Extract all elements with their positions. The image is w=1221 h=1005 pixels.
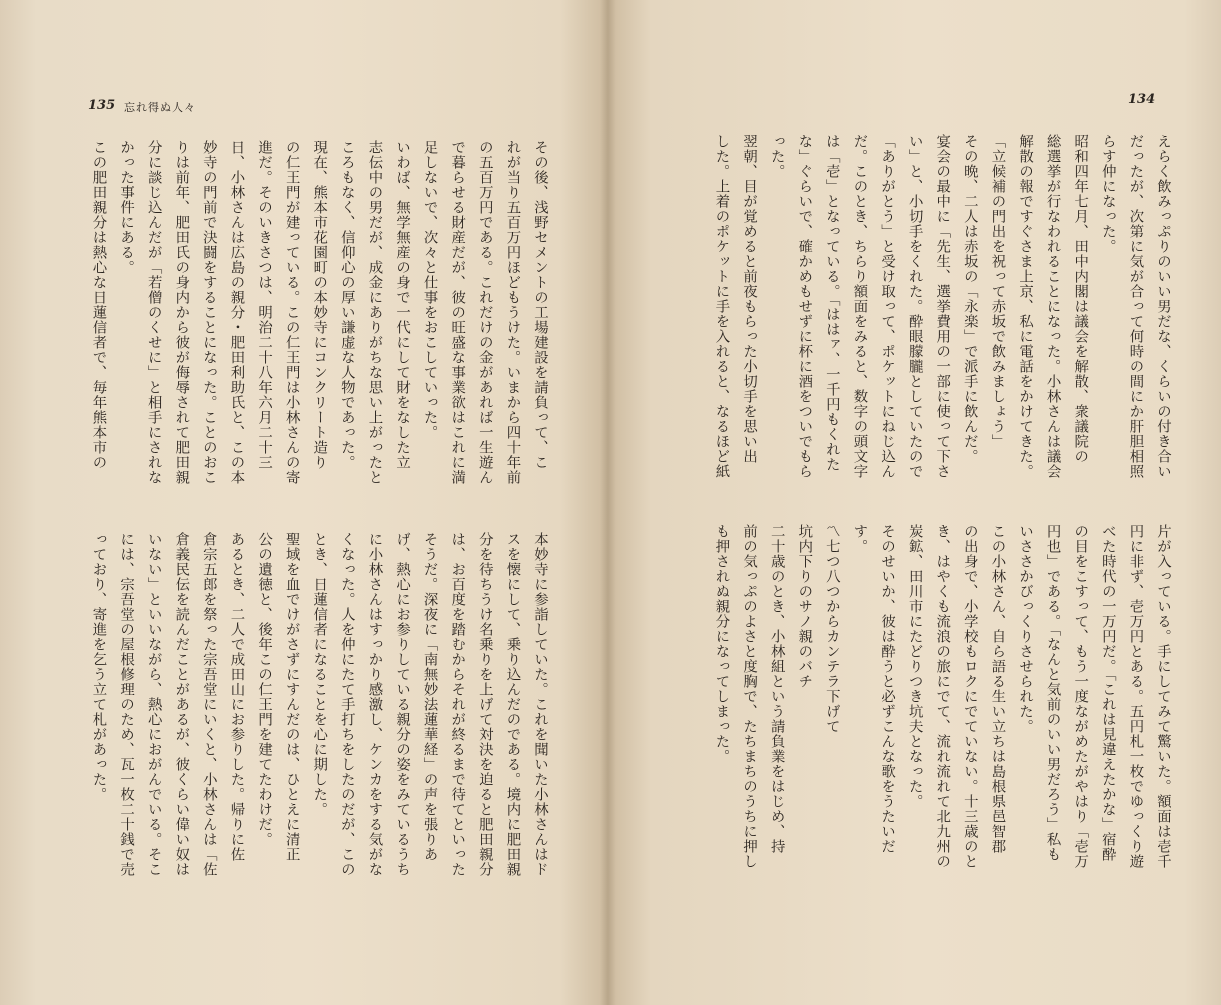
right-lower-text-block <box>707 524 1176 964</box>
text-line: 聖域を血でけがさずにすんだのは、ひとえに清正 <box>283 532 300 862</box>
text-line: 分を待ちうけ名乗りを上げて対決を迫ると肥田親分 <box>476 532 493 877</box>
text-line: えらく飲みっぷりのいい男だな、くらいの付き合い <box>1155 134 1171 479</box>
text-line: に小林さんはすっかり感激し、ケンカをする気がな <box>366 532 383 877</box>
text-line: 「ありがとう」と受け取って、ポケットにねじ込ん <box>879 134 896 479</box>
text-line: そうだ。深夜に「南無妙法蓮華経」の声を張りあ <box>421 532 438 862</box>
right-upper-text-block <box>707 134 1176 514</box>
text-line: りは前年、肥田氏の身内から彼が侮辱されて肥田親 <box>173 140 190 485</box>
text-line: いわば、無学無産の身で一代にして財をなした立 <box>394 140 411 470</box>
text-line: も押されぬ親分になってしまった。 <box>713 524 730 764</box>
text-line: 〽七つ八つからカンテラ下げて <box>823 524 840 734</box>
right-page <box>608 0 1221 1005</box>
left-lower-text-block <box>84 532 553 972</box>
text-line: 総選挙が行なわれることになった。小林さんは議会 <box>1044 134 1061 479</box>
text-line: 片が入っている。手にしてみて驚いた。額面は壱千 <box>1155 524 1171 869</box>
text-line: 倉義民伝を読んだことがあるが、彼くらい偉い奴は <box>173 532 190 877</box>
text-line: ころもなく、信仰心の厚い謙虚な人物であった。 <box>338 140 355 470</box>
text-line: らす仲になった。 <box>1099 134 1116 254</box>
left-upper-text-block <box>84 140 553 520</box>
text-line: いささかびっくりさせられた。 <box>1017 524 1034 734</box>
text-line: で暮らせる財産だが、彼の旺盛な事業欲はこれに満 <box>449 140 466 485</box>
text-line: の出身で、小学校もロクにでていない。十三歳のと <box>961 524 978 869</box>
text-line: 前の気っぷのよさと度胸で、たちまちのうちに押し <box>741 524 758 869</box>
text-line: っており、寄進を乞う立て札があった。 <box>90 532 107 802</box>
text-line: の仁王門が建っている。この仁王門は小林さんの寄 <box>283 140 300 485</box>
text-line: 分に談じ込んだが「若僧のくせに」と相手にされな <box>145 140 162 485</box>
text-line: この肥田親分は熱心な日蓮信者で、毎年熊本市の <box>90 140 107 470</box>
text-line: あるとき、二人で成田山にお参りした。帰りに佐 <box>228 532 245 862</box>
text-line: の目をこすって、もう一度ながめたがやはり「壱万 <box>1072 524 1089 869</box>
text-line: 公の遺徳と、後年この仁王門を建てたわけだ。 <box>256 532 273 847</box>
text-line: かった事件にある。 <box>118 140 135 275</box>
text-line: その晩、二人は赤坂の「永楽」で派手に飲んだ。 <box>961 134 978 464</box>
text-line: 解散の報ですぐさま上京、私に電話をかけてきた。 <box>1017 134 1034 479</box>
text-line: 翌朝、目が覚めると前夜もらった小切手を思い出 <box>741 134 758 464</box>
text-line: な」ぐらいで、確かめもせずに杯に酒をついでもら <box>796 134 813 479</box>
text-line: い」と、小切手をくれた。酔眼朦朧としていたので <box>906 134 923 479</box>
text-line: れが当り五百万円ほどもうけた。いまから四十年前 <box>504 140 521 485</box>
text-line: とき、日蓮信者になることを心に期した。 <box>311 532 328 817</box>
text-line: 日、小林さんは広島の親分・肥田利助氏と、この本 <box>228 140 245 485</box>
text-line: った。 <box>768 134 785 179</box>
text-line: げ、熱心にお参りしている親分の姿をみているうち <box>394 532 411 877</box>
left-page-number: 135 <box>88 98 116 113</box>
text-line: は「壱」となっている。「ははァ、一千円もくれた <box>823 134 840 472</box>
text-line: は、お百度を踏むからそれが終るまで待てといった <box>449 532 466 877</box>
text-line: 妙寺の門前で決闘をすることになった。ことのおこ <box>200 140 217 485</box>
right-page-number: 134 <box>1128 92 1156 107</box>
text-line: くなった。人を仲にたて手打ちをしたのだが、この <box>338 532 355 877</box>
text-line: した。上着のポケットに手を入れると、なるほど紙 <box>713 134 730 479</box>
left-running-head: 忘れ得ぬ人々 <box>124 101 196 114</box>
text-line: だったが、次第に気が合って何時の間にか肝胆相照 <box>1127 134 1144 479</box>
book-gutter <box>600 0 616 1005</box>
text-line: その後、浅野セメントの工場建設を請負って、こ <box>532 140 548 470</box>
text-line: 進だ。そのいきさつは、明治二十八年六月二十三 <box>256 140 273 470</box>
text-line: だ。このとき、ちらり額面をみると、数字の頭文字 <box>851 134 868 479</box>
text-line: 宴会の最中に「先生、選挙費用の一部に使って下さ <box>934 134 951 479</box>
text-line: 二十歳のとき、小林組という請負業をはじめ、持 <box>768 524 785 854</box>
text-line: 「立候補の門出を祝って赤坂で飲みましょう」 <box>989 134 1006 449</box>
text-line: 本妙寺に参詣していた。これを聞いた小林さんはド <box>532 532 548 877</box>
text-line: き、はやくも流浪の旅にでて、流れ流れて北九州の <box>934 524 951 869</box>
text-line: 炭鉱、田川市にたどりつき坑夫となった。 <box>906 524 923 809</box>
text-line: 昭和四年七月、田中内閣は議会を解散、衆議院の <box>1072 134 1089 464</box>
text-line: 志伝中の男だが、成金にありがちな思い上がったと <box>366 140 383 485</box>
text-line: 坑内下りのサノ親のバチ <box>796 524 813 689</box>
text-line: には、宗吾堂の屋根修理のため、瓦一枚二十銭で売 <box>118 532 135 877</box>
text-line: す。 <box>851 524 868 554</box>
text-line: 足しないで、次々と仕事をおこしていった。 <box>421 140 438 440</box>
text-line: そのせいか、彼は酔うと必ずこんな歌をうたいだ <box>879 524 896 854</box>
text-line: 倉宗五郎を祭った宗吾堂にいくと、小林さんは「佐 <box>200 532 217 877</box>
left-page <box>0 0 608 1005</box>
text-line: べた時代の一万円だ。「これは見違えたかな」宿酔 <box>1099 524 1116 862</box>
text-line: の五百万円である。これだけの金があれば一生遊ん <box>476 140 493 485</box>
text-line: 円也」である。「なんと気前のいい男だろう」私も <box>1044 524 1061 862</box>
text-line: この小林さん、自ら語る生い立ちは島根県邑智郡 <box>989 524 1006 854</box>
text-line: 円に非ず、壱万円とある。五円札一枚でゆっくり遊 <box>1127 524 1144 869</box>
text-line: 現在、熊本市花園町の本妙寺にコンクリート造り <box>311 140 328 470</box>
text-line: いない」といいながら、熱心におがんでいる。そこ <box>145 532 162 877</box>
text-line: スを懐にして、乗り込んだのである。境内に肥田親 <box>504 532 521 877</box>
